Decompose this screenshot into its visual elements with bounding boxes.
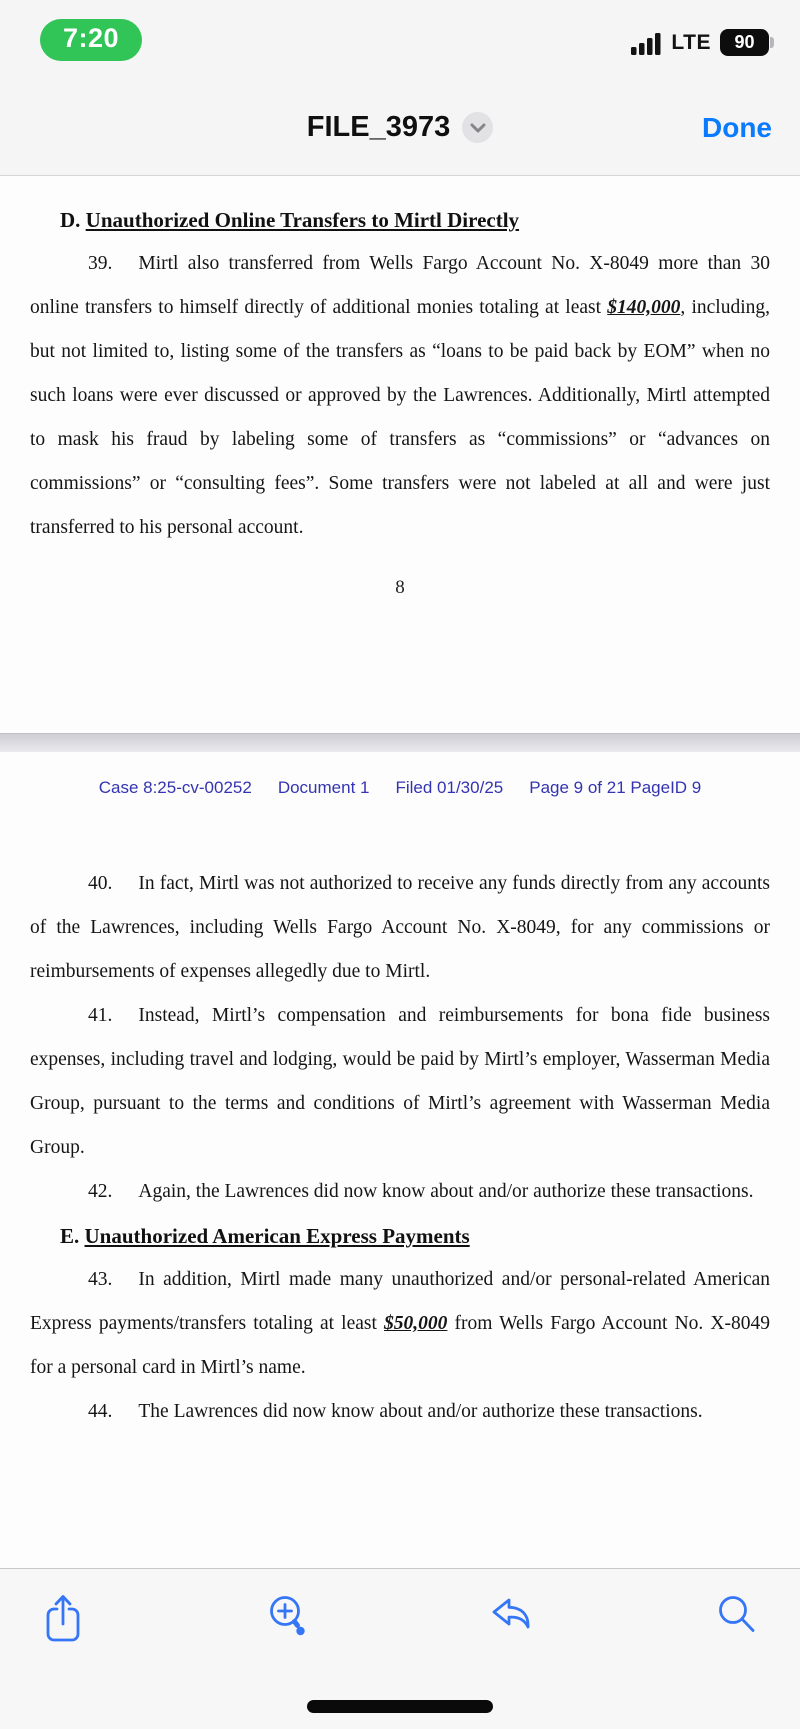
network-type-label: LTE	[671, 30, 711, 54]
zoom-markup-button[interactable]	[265, 1593, 311, 1645]
cellular-signal-icon	[631, 30, 662, 56]
pdf-page-9	[0, 752, 800, 1568]
share-button[interactable]	[40, 1593, 86, 1645]
nav-bar	[0, 80, 800, 176]
file-title: FILE_3973	[306, 111, 451, 143]
document-content	[0, 176, 800, 1568]
chevron-down-icon	[469, 122, 487, 134]
paragraph-43: 43. In addition, Mirtl made many unauthorized and/or personal-related American Express payments/transfers totaling at least $50,000 from Wells Fargo Account No. X-8049 for a personal card in Mirtl’s name.	[30, 1269, 770, 1378]
reply-button[interactable]	[489, 1593, 535, 1645]
share-icon	[44, 1593, 82, 1645]
home-indicator[interactable]	[307, 1700, 493, 1713]
paragraph-42: 42. Again, the Lawrences did now know about and/or authorize these transactions.	[88, 1181, 754, 1202]
done-button[interactable]: Done	[702, 111, 772, 143]
zoom-markup-icon	[266, 1593, 310, 1643]
document-viewer[interactable]	[0, 176, 800, 1568]
section-heading: D. Unauthorized Online Transfers to Mirtl Directly	[60, 208, 520, 232]
title-menu-button[interactable]	[462, 112, 493, 143]
search-button[interactable]	[714, 1593, 760, 1645]
status-indicators	[631, 29, 774, 56]
search-icon	[716, 1593, 758, 1637]
paragraph-39: 39. Mirtl also transferred from Wells Fargo Account No. X-8049 more than 30 online transfers to himself directly of additional monies totaling at least $140,000, including, but not limited to, listing some of the transfers as “loans to be paid back by EOM” when no such loans were ever discussed or approved by the Lawrences. Additionally, Mirtl attempted to mask his fraud by labeling some of transfers as “commissions” or “advances on commissions” or “consulting fees”. Some transfers were not labeled at all and were just transferred to his personal account.	[30, 253, 770, 538]
paragraph-40: 40. In fact, Mirtl was not authorized to receive any funds directly from any accounts of the Lawrences, including Wells Fargo Account No. X-8049, for any commissions or reimbursements of expenses allegedly due to Mirtl.	[30, 873, 770, 982]
battery-icon	[720, 29, 774, 56]
time-pill[interactable]	[40, 19, 142, 61]
page-separator	[0, 733, 800, 752]
reply-icon	[489, 1593, 535, 1637]
paragraph-44: 44. The Lawrences did now know about and/or authorize these transactions.	[88, 1401, 703, 1422]
pdf-page-8	[0, 176, 800, 733]
clock-time: 7:20	[63, 23, 120, 53]
battery-percent: 90	[734, 32, 755, 52]
court-filing-stamp: Case 8:25-cv-00252 Document 1 Filed 01/30/25 Page 9 of 21 PageID 9	[98, 778, 702, 797]
status-bar	[0, 0, 800, 80]
bottom-toolbar	[0, 1568, 800, 1729]
section-heading: E. Unauthorized American Express Payments	[60, 1224, 470, 1248]
paragraph-41: 41. Instead, Mirtl’s compensation and reimbursements for bona fide business expenses, including travel and lodging, would be paid by Mirtl’s employer, Wasserman Media Group, pursuant to the terms and conditions of Mirtl’s agreement with Wasserman Media Group.	[30, 1005, 770, 1158]
page-number: 8	[395, 577, 405, 598]
